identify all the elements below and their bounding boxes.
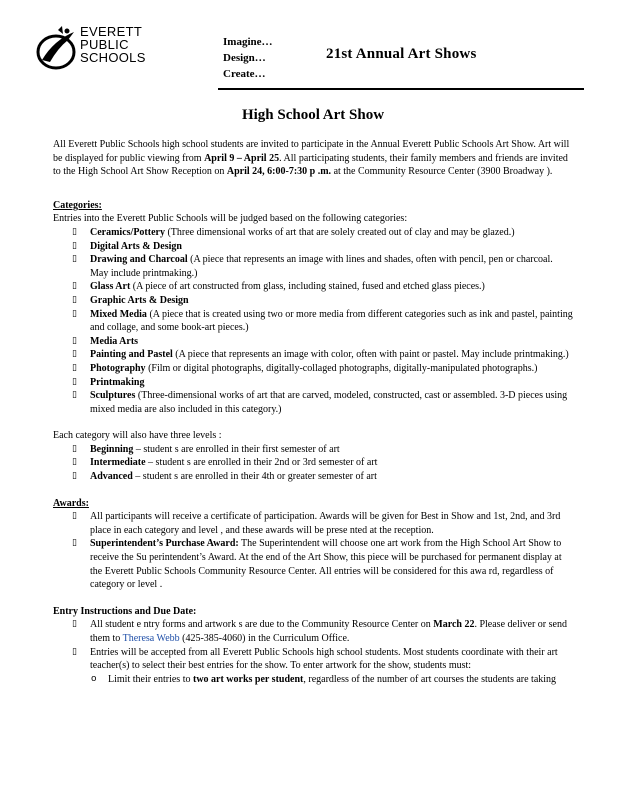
entry-sublist: [53, 673, 573, 687]
intro-paragraph: All Everett Public Schools high school students are invited to participate in the Annual Everett Public Schools Art Show. Art will be displayed for public viewing from April 9 – April 25. All participating students, their family members and friends are invited to the High School Art Show Reception on April 24, 6:00-7:30 p .m. at the Community Resource Center (3900 Broadway ).: [53, 139, 570, 178]
bullet-icon: ▯: [72, 308, 77, 319]
list-item: ▯ Superintendent’s Purchase Award: The Superintendent will choose one art work from the High School Art Show to receive the Su perintendent’s Award. At the end of the Art Show, this piece will be purchased for permanent display at the Everett Public Schools Community Resource Center. All entries will be considered for this awa rd, regardless of category or level .: [72, 538, 562, 591]
list-item: o Limit their entries to two art works per student, regardless of the number of art courses the students are taking: [91, 673, 557, 685]
levels-list: [53, 443, 573, 484]
bullet-icon: ▯: [72, 443, 77, 454]
list-item: ▯ Advanced – student s are enrolled in their 4th or greater semester of art: [72, 471, 377, 483]
bullet-icon: ▯: [72, 281, 77, 292]
bullet-icon: ▯: [72, 646, 77, 657]
list-item: ▯ Photography (Film or digital photographs, digitally-collaged photographs, digitally-manipulated photographs.): [72, 362, 538, 374]
bullet-icon: ▯: [72, 471, 77, 482]
levels-lead: Each category will also have three levels :: [53, 430, 222, 442]
list-item: ▯ Intermediate – student s are enrolled in their 2nd or 3rd semester of art: [72, 457, 378, 469]
list-item: ▯ Painting and Pastel (A piece that represents an image with color, often with paint or pastel. May include printmaking.): [72, 349, 569, 361]
list-item: ▯ Printmaking: [72, 376, 145, 388]
logo-wordmark: EVERETT PUBLIC SCHOOLS: [80, 24, 146, 65]
bullet-icon: ▯: [72, 390, 77, 401]
bullet-icon: ▯: [72, 538, 77, 549]
awards-heading: Awards:: [53, 497, 89, 509]
list-item: ▯ Mixed Media (A piece that is created using two or more media from different categories such as ink and pastel, painting and collage, and some book-art pieces.): [72, 308, 573, 334]
bullet-icon: ▯: [72, 254, 77, 265]
document-header: [0, 0, 618, 92]
bullet-icon: ▯: [72, 349, 77, 360]
bullet-icon: ▯: [72, 294, 77, 305]
list-item: ▯ Media Arts: [72, 335, 139, 347]
bullet-icon: ▯: [72, 226, 77, 237]
categories-heading: Categories:: [53, 199, 102, 211]
header-rule: [218, 88, 584, 90]
bullet-icon: ▯: [72, 362, 77, 373]
bullet-icon: ▯: [72, 335, 77, 346]
list-item: ▯ Drawing and Charcoal (A piece that represents an image with lines and shades, often with pencil, pen or charcoal. May include printmaking.): [72, 254, 553, 279]
bullet-icon: ▯: [72, 457, 77, 468]
header-title: 21st Annual Art Shows: [326, 46, 477, 62]
sub-bullet-icon: o: [91, 673, 97, 684]
list-item: ▯ Entries will be accepted from all Everett Public Schools high school students. Most students coordinate with their art teacher(s) to select their best entries for the show. To enter artwork for the show, students must:: [72, 646, 558, 672]
bullet-icon: ▯: [72, 376, 77, 387]
bullet-icon: ▯: [72, 619, 77, 630]
list-item: ▯ Glass Art (A piece of art constructed from glass, including stained, fused and etched glass pieces.): [72, 281, 485, 293]
list-item: ▯ Beginning – student s are enrolled in their first semester of art: [72, 443, 340, 455]
tagline: Imagine… Design… Create…: [223, 36, 273, 80]
page-title: High School Art Show: [241, 107, 385, 123]
torch-swoosh-icon: [36, 26, 78, 74]
categories-lead: Entries into the Everett Public Schools will be judged based on the following categories:: [53, 213, 408, 225]
entry-heading: Entry Instructions and Due Date:: [53, 605, 197, 617]
list-item: ▯ All student e ntry forms and artwork s are due to the Community Resource Center on March 22. Please deliver or send them to Theresa Webb (425-385-4060) in the Curriculum Office.: [72, 619, 567, 644]
awards-list: [53, 510, 573, 592]
bullet-icon: ▯: [72, 240, 77, 251]
list-item: ▯ Graphic Arts & Design: [72, 294, 189, 306]
everett-public-schools-logo: [36, 22, 166, 78]
entry-list: [53, 618, 573, 672]
list-item: ▯ Sculptures (Three-dimensional works of art that are carved, modeled, constructed, cast or assembled. 3-D pieces using mixed media are also included in this category.): [72, 390, 568, 415]
categories-list: [53, 226, 573, 416]
contact-link[interactable]: Theresa Webb: [122, 633, 180, 644]
list-item: ▯ Digital Arts & Design: [72, 240, 182, 252]
list-item: ▯ Ceramics/Pottery (Three dimensional works of art that are solely created out of clay and may be glazed.): [72, 226, 515, 238]
document-body: [53, 106, 573, 686]
bullet-icon: ▯: [72, 511, 77, 522]
list-item: ▯ All participants will receive a certificate of participation. Awards will be given for Best in Show and 1st, 2nd, and 3rd place in each category and level , and these awards will be prese nted at the reception.: [72, 511, 561, 536]
